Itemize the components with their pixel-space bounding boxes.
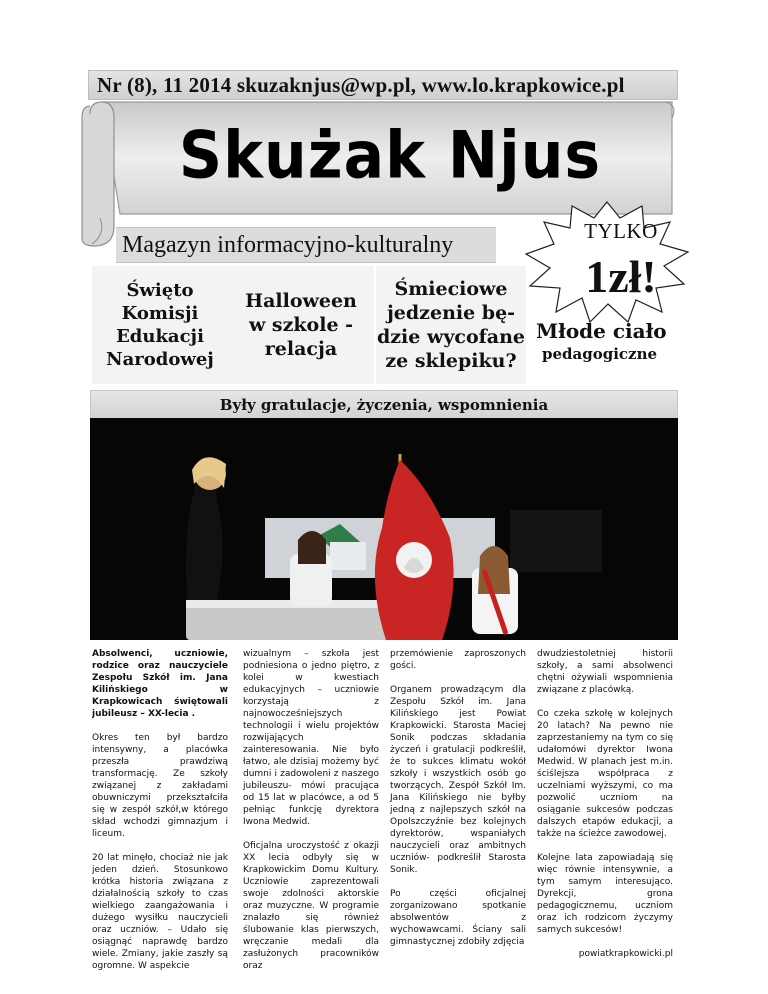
teaser-line: ze sklepiku? <box>385 350 517 372</box>
jubilee-ceremony-photo <box>90 418 678 640</box>
article-column-1 <box>92 648 228 988</box>
teaser-line: Narodowej <box>106 349 214 370</box>
teaser-line: w szkole - <box>248 314 354 336</box>
teaser-line: Młode ciało <box>536 319 667 343</box>
teaser-young-staff[interactable] <box>536 318 686 364</box>
teaser-line: Halloween <box>245 290 357 312</box>
article-column-3 <box>390 648 526 988</box>
issue-info-bar: Nr (8), 11 2014 skuzaknjus@wp.pl, www.lo.krapkowice.pl <box>88 70 678 100</box>
article-column-4 <box>537 648 673 988</box>
article-paragraph: Kolejne lata zapowiadają się więc równie intensywnie, a tym samym interesująco. Dyrekcji, grona pedagogicznemu, uczniom oraz ich rodzicom życzymy samych sukcesów! <box>537 853 673 935</box>
article-paragraph: Co czeka szkołę w kolejnych 20 latach? Na pewno nie zaprzestaniemy na tym co się udałomówi dyrektor Iwona Medwid. W planach jest m.in. ściślejsza współpraca z uczelniami wyższymi, co ma pozwolić uczniom na osiąganie sukcesów podczas dalszych etapów edukacji, a także na ścieżce zawodowej. <box>537 709 673 839</box>
masthead-title: Skużak Njus <box>178 118 602 194</box>
teaser-line: Edukacji <box>116 326 204 347</box>
magazine-tagline: Magazyn informacyjno-kulturalny <box>116 227 496 263</box>
article-lead: Absolwenci, uczniowie, rodzice oraz nauczyciele Zespołu Szkół im. Jana Kilińskiego w Krapkowicach świętowali jubileusz – XX-lecia . <box>92 649 228 719</box>
teaser-line: pedagogiczne <box>542 345 658 363</box>
teaser-line: relacja <box>264 338 338 360</box>
article-paragraph: przemówienie zaproszonych gości. <box>390 649 526 671</box>
article-paragraph: Po części oficjalnej zorganizowano spotkanie absolwentów z wychowawcami. Ściany sali gimnastycznej zdobiły zdjęcia <box>390 889 526 947</box>
teaser-kne-holiday[interactable] <box>92 266 228 384</box>
article-paragraph: 20 lat minęło, chociaż nie jak jeden dzień. Stosunkowo krótka historia związana z działalnością szkoły to czas wielkiego zaangażowania i dużego wysiłku nauczycieli oraz uczniów. – Udało się osiągnąć naprawdę bardzo wiele. Zmiany, jakie zaszły są ogromne. W aspekcie <box>92 853 228 971</box>
teaser-line: Komisji <box>121 303 199 324</box>
article-paragraph: Okres ten był bardzo intensywny, a placówka przeszła prawdziwą transformację. Ze szkoły związanej z zakładami obuwniczymi przekształciła się w zespół szkół,w którego skład wchodzi gimnazjum i liceum. <box>92 733 228 839</box>
teaser-line: Święto <box>126 280 194 301</box>
teaser-halloween[interactable] <box>228 266 374 384</box>
promo-price: 1zł! <box>585 251 657 302</box>
teaser-line: jedzenie bę- <box>386 302 516 324</box>
photo-caption: Były gratulacje, życzenia, wspomnienia <box>90 390 678 420</box>
promo-label: TYLKO <box>584 219 658 243</box>
teaser-junk-food[interactable] <box>376 266 526 384</box>
teaser-line: dzie wycofane <box>376 326 526 348</box>
article-paragraph: dwudziestoletniej historii szkoły, a sami absolwenci chętni ożywiali wspomnienia związane z placówką. <box>537 649 673 695</box>
article-paragraph: Organem prowadzącym dla Zespołu Szkół im. Jana Kilińskiego jest Powiat Krapkowicki. Starosta Maciej Sonik podczas składania życzeń i gratulacji podkreślił, że to sukces klimatu wokół szkoły i wszystkich osób go tworzących. Zespół Szkół Im. Jana Kilińskiego nie byłby jedną z najlepszych szkół na Opolszczyźnie bez kolejnych dyrektorów, wspaniałych nauczycieli oraz ambitnych uczniów- podkreślił Starosta Sonik. <box>390 685 526 875</box>
article-paragraph: Oficjalna uroczystość z okazji XX lecia odbyły się w Krapkowickim Domu Kultury. Uczniowie zaprezentowali swoje zdolności aktorskie oraz muzyczne. W programie znalazło się również ślubowanie klas pierwszych, wręczanie medali dla zasłużonych pracowników oraz <box>243 841 379 971</box>
teaser-line: Śmieciowe <box>394 278 508 300</box>
article-column-2 <box>243 648 379 988</box>
source-credit: powiatkrapkowicki.pl <box>578 949 673 959</box>
article-paragraph: wizualnym – szkoła jest podniesiona o jedno piętro, z kolei w kwestiach edukacyjnych – uczniowie korzystają z najnowocześniejszych technologii i wielu projektów rozwijających zainteresowania. Nie było łatwo, ale dzisiaj możemy być dumni i zadowoleni z naszego jubileuszu- mówi pracująca od 15 lat w placówce, a od 5 pełniąc funkcję dyrektora Iwona Medwid. <box>243 649 379 827</box>
